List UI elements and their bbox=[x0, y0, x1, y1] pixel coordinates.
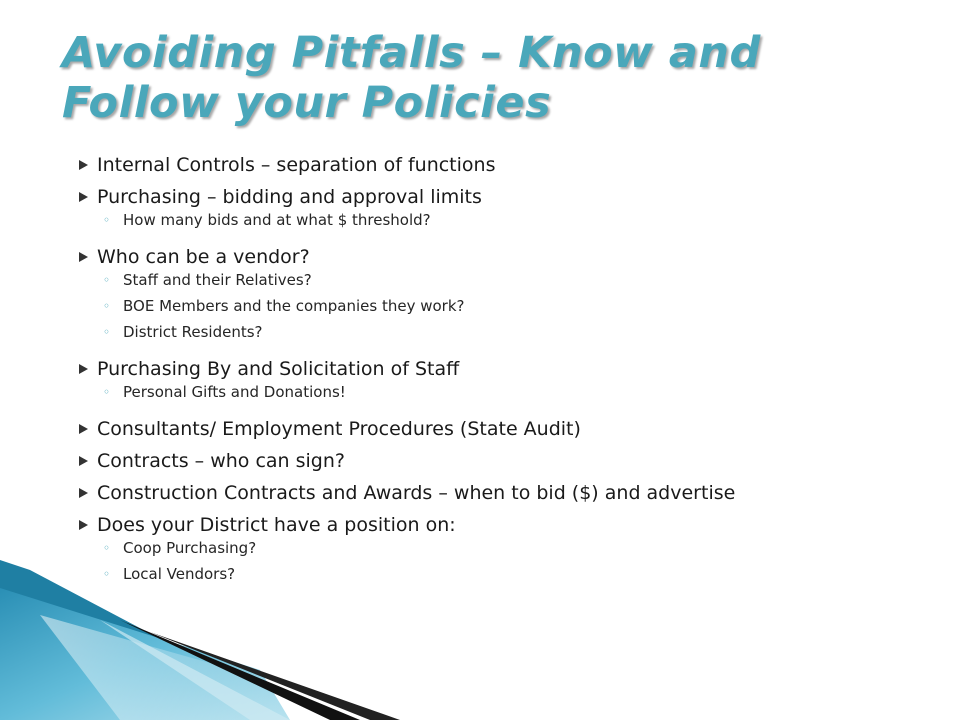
hollow-circle-icon: ◦ bbox=[103, 325, 111, 339]
hollow-circle-icon: ◦ bbox=[103, 273, 111, 287]
triangle-right-icon bbox=[77, 455, 89, 467]
triangle-right-icon bbox=[77, 487, 89, 499]
sub-bullet-text: Personal Gifts and Donations! bbox=[123, 383, 346, 401]
bullet-text: Internal Controls – separation of functions bbox=[97, 154, 496, 176]
sub-list bbox=[97, 212, 835, 229]
sub-bullet-text: Coop Purchasing? bbox=[123, 539, 257, 557]
bullet-solicitation bbox=[75, 359, 835, 401]
title-line-1: Avoiding Pitfalls – Know and bbox=[62, 28, 761, 78]
bullet-district-position bbox=[75, 515, 835, 583]
bullet-text: Who can be a vendor? bbox=[97, 246, 310, 268]
triangle-right-icon bbox=[77, 519, 89, 531]
corner-decoration bbox=[0, 560, 420, 720]
bullet-consultants bbox=[75, 419, 835, 440]
bullet-text: Purchasing By and Solicitation of Staff bbox=[97, 358, 460, 380]
bullet-vendor bbox=[75, 247, 835, 341]
sub-bullet bbox=[97, 272, 835, 289]
title-line-2: Follow your Policies bbox=[62, 78, 552, 128]
sub-list bbox=[97, 540, 835, 583]
sub-bullet bbox=[97, 298, 835, 315]
bullet-text: Construction Contracts and Awards – when to bid ($) and advertise bbox=[97, 482, 736, 504]
hollow-circle-icon: ◦ bbox=[103, 385, 111, 399]
page-title bbox=[62, 28, 942, 128]
hollow-circle-icon: ◦ bbox=[103, 213, 111, 227]
bullet-text: Does your District have a position on: bbox=[97, 514, 456, 536]
bullet-text: Purchasing – bidding and approval limits bbox=[97, 186, 482, 208]
bullet-list bbox=[75, 155, 835, 583]
hollow-circle-icon: ◦ bbox=[103, 541, 111, 555]
sub-bullet bbox=[97, 324, 835, 341]
sub-bullet-text: Local Vendors? bbox=[123, 565, 236, 583]
sub-bullet bbox=[97, 212, 835, 229]
triangle-right-icon bbox=[77, 191, 89, 203]
sub-bullet-text: BOE Members and the companies they work? bbox=[123, 297, 465, 315]
triangle-right-icon bbox=[77, 363, 89, 375]
sub-bullet-text: District Residents? bbox=[123, 323, 263, 341]
sub-bullet bbox=[97, 540, 835, 557]
bullet-text: Consultants/ Employment Procedures (State Audit) bbox=[97, 418, 581, 440]
bullet-contracts bbox=[75, 451, 835, 472]
sub-bullet bbox=[97, 384, 835, 401]
sub-bullet-text: How many bids and at what $ threshold? bbox=[123, 211, 431, 229]
triangle-right-icon bbox=[77, 159, 89, 171]
bullet-internal-controls bbox=[75, 155, 835, 176]
sub-list bbox=[97, 272, 835, 341]
hollow-circle-icon: ◦ bbox=[103, 299, 111, 313]
triangle-right-icon bbox=[77, 251, 89, 263]
bullet-purchasing bbox=[75, 187, 835, 229]
bullet-construction bbox=[75, 483, 835, 504]
bullet-text: Contracts – who can sign? bbox=[97, 450, 345, 472]
sub-list bbox=[97, 384, 835, 401]
sub-bullet bbox=[97, 566, 835, 583]
hollow-circle-icon: ◦ bbox=[103, 567, 111, 581]
triangle-right-icon bbox=[77, 423, 89, 435]
sub-bullet-text: Staff and their Relatives? bbox=[123, 271, 312, 289]
